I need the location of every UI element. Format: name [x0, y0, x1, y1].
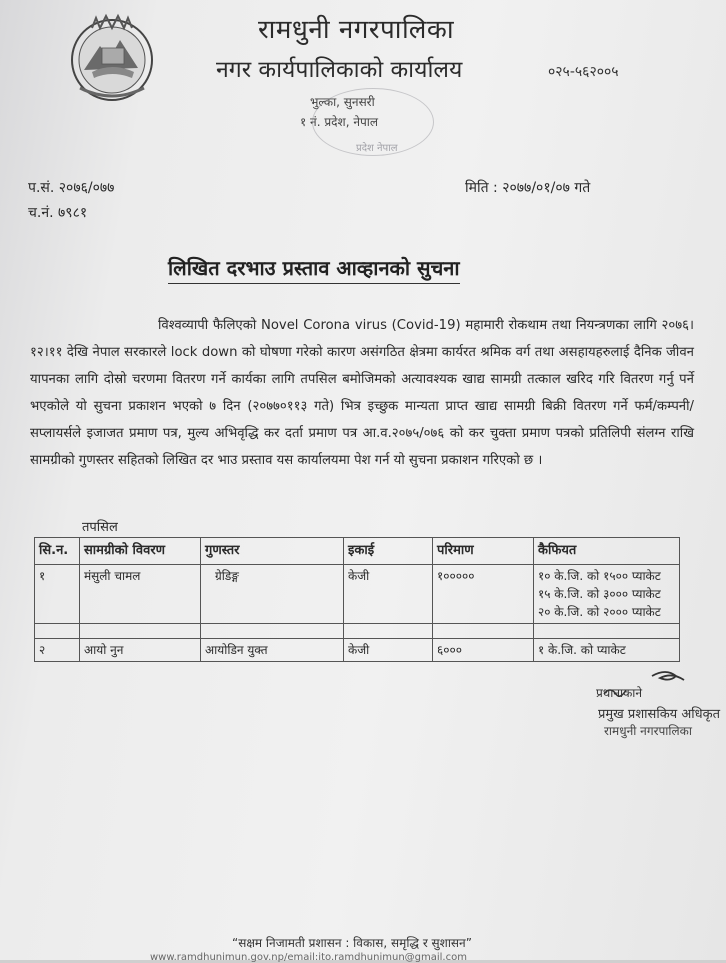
dispatch-number: च.नं. ७९८१: [28, 205, 88, 221]
nepal-emblem-logo: [62, 8, 162, 108]
header-sn: सि.न.: [35, 538, 80, 565]
reference-number: प.सं. २०७६/०७७: [28, 180, 115, 196]
cell-quality: आयोडिन युक्त: [201, 639, 344, 662]
remark-line: १५ के.जि. को ३००० प्याकेट: [538, 587, 661, 601]
notice-body: [30, 312, 694, 474]
cell-sn: १: [35, 565, 80, 624]
cell-remarks: [534, 565, 680, 624]
officer-title: प्रमुख प्रशासकिय अधिकृत: [598, 707, 721, 722]
notice-title: लिखित दरभाउ प्रस्ताव आव्हानको सुचना: [168, 254, 460, 284]
remark-line: १० के.जि. को १५०० प्याकेट: [538, 569, 661, 583]
schedule-label: तपसिल: [82, 520, 118, 535]
signing-office: रामधुनी नगरपालिका: [604, 724, 692, 738]
remark-line: २० के.जि. को २००० प्याकेट: [538, 605, 661, 619]
notice-date: मिति : २०७७/०१/०७ गते: [465, 180, 591, 196]
items-table: [34, 537, 680, 662]
notice-body-text: विश्वव्यापी फैलिएको Novel Corona virus (Covid-19) महामारी रोकथाम तथा नियन्त्रणका लागि २०७६।१२।११ देखि नेपाल सरकारले lock down को घोषणा गरेको कारण असंगठित क्षेत्रमा कार्यरत श्रमिक वर्ग तथा असहायहरुलाई दैनिक जीवन यापनका लागि दोस्रो चरणमा वितरण गर्ने कार्यका लागि तपसिल बमोजिमको अत्यावश्यक खाद्य सामग्री तत्काल खरिद गरि वितरण गर्नु पर्ने भएकोले यो सुचना प्रकाशन भएको ७ दिन (२०७७०११३ गते) भित्र इच्छुक मान्यता प्राप्त खाद्य सामग्री बिक्री वितरण गर्ने फर्म/कम्पनी/सप्लायर्सले इजाजत प्रमाण पत्र, मुल्य अभिवृद्धि कर दर्ता प्रमाण पत्र आ.व.२०७५/०७६ को कर चुक्ता प्रमाण पत्रको प्रतिलिपी संलग्न राखि सामग्रीको गुणस्तर सहितको लिखित दर भाउ प्रस्ताव यस कार्यालयमा पेश गर्न यो सुचना प्रकाशन गरिएको छ ।: [30, 318, 694, 468]
cell-remarks: [534, 639, 680, 662]
cell-unit: केजी: [344, 639, 433, 662]
cell-quality: ग्रेडिङ्ग: [201, 565, 344, 624]
cell-item: मंसुली चामल: [80, 565, 201, 624]
footer-contact: www.ramdhunimun.gov.np/email:ito.ramdhunimun@gmail.com: [150, 952, 467, 963]
table-header-row: [35, 538, 680, 565]
phone-number: ०२५-५६२००५: [548, 64, 619, 80]
office-name: नगर कार्यपालिकाको कार्यालय: [216, 57, 463, 83]
table-row: [35, 639, 680, 662]
address-line-1: भुल्का, सुनसरी: [310, 95, 375, 109]
stamp-text: प्रदेश नेपाल: [356, 143, 398, 154]
header-item: सामग्रीको विवरण: [80, 538, 201, 565]
cell-sn: २: [35, 639, 80, 662]
header-quantity: परिमाण: [433, 538, 534, 565]
footer-motto: “सक्षम निजामती प्रशासन : विकास, समृद्धि र सुशासन”: [232, 936, 472, 950]
signed-name: प्रधानाकाने: [596, 686, 643, 700]
municipality-name: रामधुनी नगरपालिका: [258, 15, 455, 45]
cell-unit: केजी: [344, 565, 433, 624]
remark-line: १ के.जि. को प्याकेट: [538, 643, 626, 657]
cell-quantity: १०००००: [433, 565, 534, 624]
header-unit: इकाई: [344, 538, 433, 565]
address-line-2: १ नं. प्रदेश, नेपाल: [300, 115, 379, 129]
header-quality: गुणस्तर: [201, 538, 344, 565]
table-row: [35, 565, 680, 624]
table-spacer-row: [35, 624, 680, 639]
cell-quantity: ६०००: [433, 639, 534, 662]
header-remarks: कैफियत: [534, 538, 680, 565]
cell-item: आयो नुन: [80, 639, 201, 662]
